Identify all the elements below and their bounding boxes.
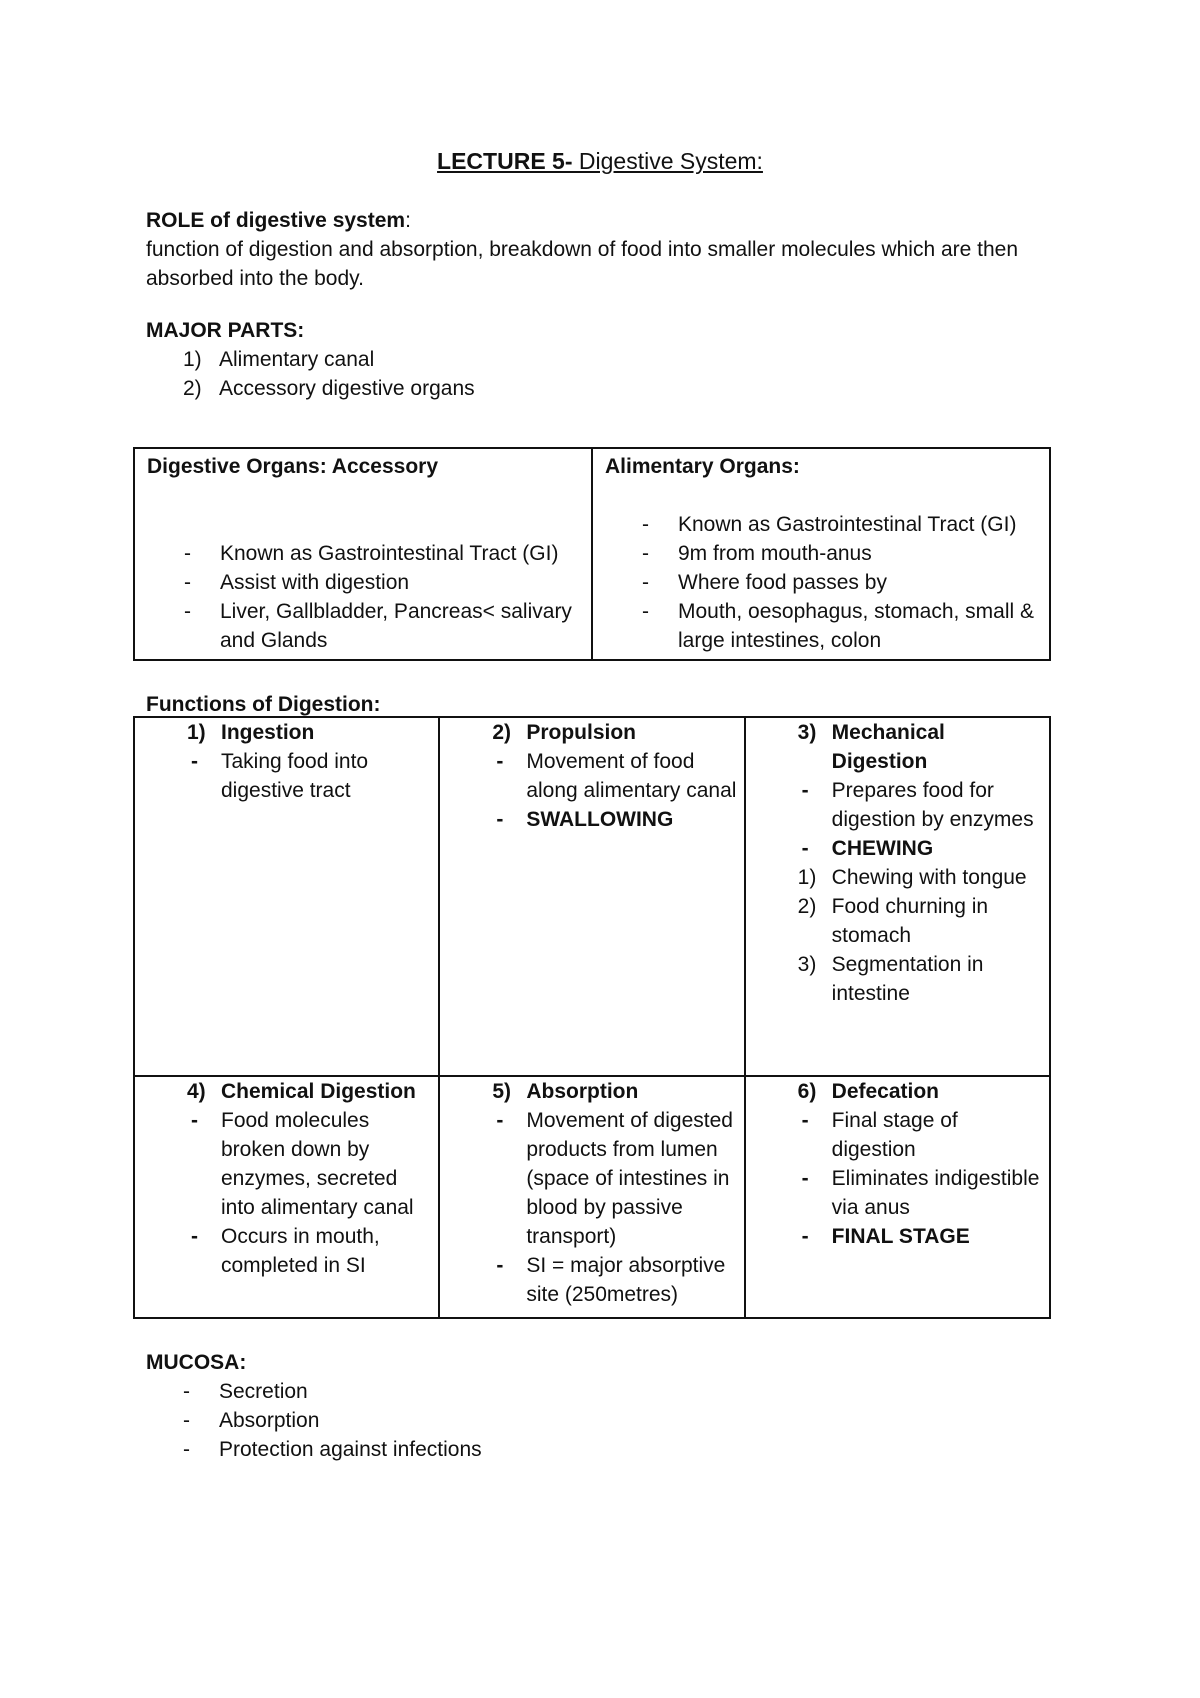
role-section: ROLE of digestive system: function of digestion and absorption, breakdown of food into smaller molecules which are then absorbed into the body. [146,206,1066,293]
list-item: - Secretion [183,1380,308,1403]
accessory-organs-heading: Digestive Organs: Accessory [147,455,439,478]
role-text: function of digestion and absorption, breakdown of food into smaller molecules which are then absorbed into the body. [146,238,1019,290]
list-item: - Assist with digestion [184,571,410,594]
title-lecture: LECTURE 5- [437,148,573,174]
role-heading: ROLE of digestive system [146,209,406,232]
list-item: 3) Segmentation in intestine [797,953,984,1005]
list-item: - Known as Gastrointestinal Tract (GI) [642,513,1017,536]
function-cell-absorption: 5) Absorption - Movement of digested products from lumen (space of intestines in blood by passive transport) - SI = major absorptive site (250metres) [439,1076,744,1318]
alimentary-organs-cell [592,448,1050,660]
list-item: - Movement of food along alimentary canal [496,750,737,802]
list-item: - Occurs in mouth, completed in SI [191,1225,380,1277]
alimentary-organs-heading: Alimentary Organs: [605,455,800,478]
function-cell-defecation: 6) Defecation - Final stage of digestion - Eliminates indigestible via anus - FINAL STAGE [745,1076,1050,1318]
mucosa-section [146,1348,1066,1464]
list-item: 2) Food churning in stomach [797,895,989,947]
list-item: - SWALLOWING [496,808,674,831]
list-item: - Food molecules broken down by enzymes, secreted into alimentary canal [191,1109,414,1219]
list-item: - Final stage of digestion [801,1109,958,1161]
major-parts-section [146,316,1066,403]
list-item: - Known as Gastrointestinal Tract (GI) [184,542,559,565]
list-item: - Taking food into digestive tract [191,750,369,802]
list-item: - Mouth, oesophagus, stomach, small & large intestines, colon [642,600,1035,652]
organs-table [133,447,1051,661]
list-item: - CHEWING [801,837,934,860]
list-item: - SI = major absorptive site (250metres) [496,1254,726,1306]
alimentary-organs-list [605,510,1037,655]
title-topic: Digestive System: [572,148,763,174]
list-item: - Protection against infections [183,1438,482,1461]
function-cell-propulsion: 2) Propulsion - Movement of food along alimentary canal - SWALLOWING [439,717,744,1076]
list-item: 1) Alimentary canal [183,348,375,371]
list-item: - Movement of digested products from lumen (space of intestines in blood by passive transport) [496,1109,733,1248]
accessory-organs-list [147,539,579,655]
function-cell-ingestion: 1) Ingestion - Taking food into digestive tract [134,717,439,1076]
list-item: - Absorption [183,1409,320,1432]
list-item: 2) Accessory digestive organs [183,377,475,400]
list-item: - Eliminates indigestible via anus [801,1167,1040,1219]
mucosa-list [146,1377,1066,1464]
major-parts-list [146,345,1066,403]
major-parts-heading: MAJOR PARTS: [146,319,305,342]
page-title [0,146,1200,176]
function-cell-mechanical: 3) Mechanical Digestion - Prepares food for digestion by enzymes - CHEWING 1) Chewing with tongue 2) Food churning in stomach 3) Segmentation in intestine [745,717,1050,1076]
functions-heading: Functions of Digestion: [146,693,381,716]
functions-table [133,716,1051,1319]
mucosa-heading: MUCOSA: [146,1351,247,1374]
list-item: - Liver, Gallbladder, Pancreas< salivary and Glands [184,600,572,652]
list-item: 1) Chewing with tongue [797,866,1027,889]
list-item: - Where food passes by [642,571,887,594]
list-item: - FINAL STAGE [801,1225,970,1248]
accessory-organs-cell [134,448,592,660]
list-item: - Prepares food for digestion by enzymes [801,779,1034,831]
function-cell-chemical: 4) Chemical Digestion - Food molecules broken down by enzymes, secreted into alimentary canal - Occurs in mouth, completed in SI [134,1076,439,1318]
list-item: - 9m from mouth-anus [642,542,872,565]
